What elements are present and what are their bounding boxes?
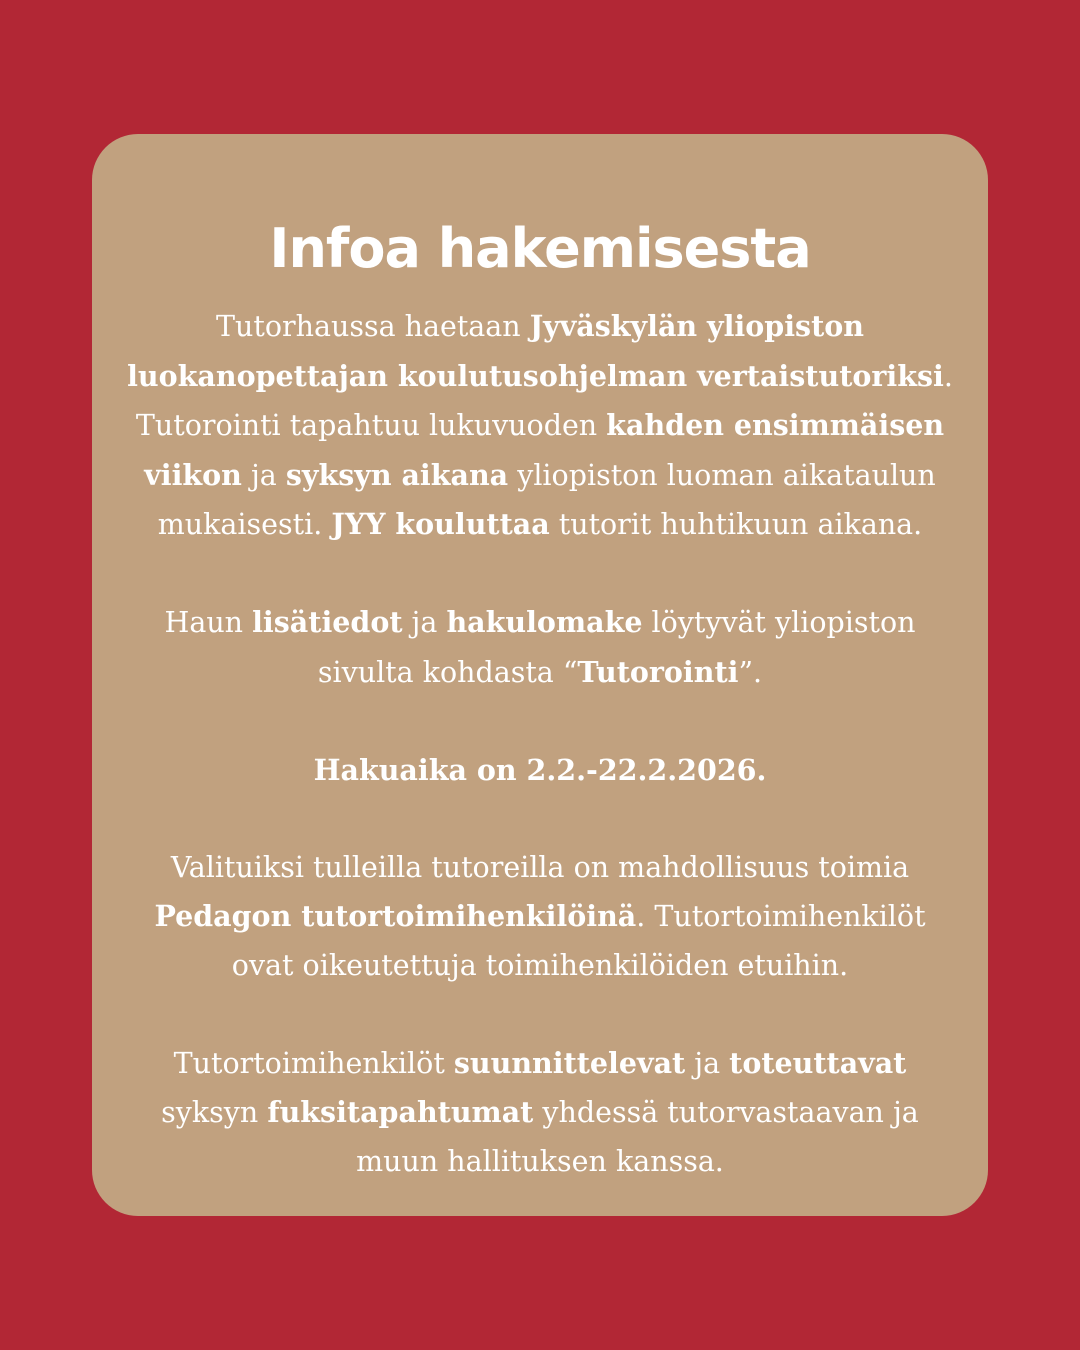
bold-text: suunnittelevat bbox=[453, 1045, 686, 1080]
paragraph-gap bbox=[92, 550, 988, 599]
paragraph-3 bbox=[92, 746, 988, 796]
text-line bbox=[92, 500, 988, 550]
text-segment: yhdessä tutorvastaavan ja bbox=[533, 1096, 919, 1129]
text-line bbox=[92, 598, 988, 648]
text-segment: Haun bbox=[164, 606, 253, 639]
paragraph-gap bbox=[92, 990, 988, 1039]
text-segment: mukaisesti. bbox=[157, 508, 332, 541]
text-segment: ovat oikeutettuja toimihenkilöiden etuihin. bbox=[231, 948, 849, 982]
paragraph-gap bbox=[92, 697, 988, 746]
info-body bbox=[92, 302, 988, 1186]
text-line bbox=[92, 1138, 988, 1187]
text-segment: Tutorhaussa haetaan bbox=[216, 310, 530, 343]
text-segment: Tutorointi tapahtuu lukuvuoden bbox=[135, 409, 607, 442]
bold-text: Hakuaika on 2.2.-22.2.2026. bbox=[313, 752, 767, 787]
info-card bbox=[92, 134, 988, 1216]
bold-text: JYY kouluttaa bbox=[331, 507, 550, 541]
text-segment: ja bbox=[685, 1046, 730, 1080]
page-title: Infoa hakemisesta bbox=[269, 217, 811, 280]
bold-text: luokanopettajan koulutusohjelman vertaistutoriksi bbox=[127, 358, 944, 393]
text-segment: . bbox=[943, 359, 953, 393]
text-segment: sivulta kohdasta “ bbox=[317, 655, 578, 689]
text-line bbox=[92, 401, 988, 451]
bold-text: toteuttavat bbox=[729, 1045, 907, 1080]
bold-text: Tutorointi bbox=[577, 654, 739, 689]
text-line bbox=[92, 451, 988, 501]
bold-text: viikon bbox=[144, 457, 242, 492]
text-line bbox=[92, 1039, 988, 1089]
bold-text: Jyväskylän yliopiston bbox=[529, 309, 864, 343]
text-segment: Tutortoimihenkilöt bbox=[173, 1046, 454, 1080]
text-line bbox=[92, 1088, 988, 1138]
paragraph-5 bbox=[92, 1039, 988, 1187]
text-segment: syksyn bbox=[161, 1096, 268, 1129]
text-segment: Valituiksi tulleilla tutoreilla on mahdollisuus toimia bbox=[170, 850, 910, 884]
text-line bbox=[92, 892, 988, 942]
text-segment: ”. bbox=[738, 655, 763, 689]
paragraph-2 bbox=[92, 598, 988, 697]
text-line bbox=[92, 942, 988, 991]
bold-text: hakulomake bbox=[446, 605, 643, 639]
text-segment: ja bbox=[402, 606, 447, 639]
text-line bbox=[92, 844, 988, 893]
bold-text: syksyn aikana bbox=[285, 457, 509, 492]
text-segment: ja bbox=[241, 458, 286, 492]
bold-text: lisätiedot bbox=[252, 605, 403, 639]
text-line bbox=[92, 648, 988, 698]
text-line bbox=[92, 746, 988, 796]
text-segment: yliopiston luoman aikataulun bbox=[508, 458, 936, 492]
text-segment: . Tutortoimihenkilöt bbox=[636, 900, 926, 933]
paragraph-gap bbox=[92, 795, 988, 844]
bold-text: Pedagon tutortoimihenkilöinä bbox=[154, 899, 637, 933]
text-segment: muun hallituksen kanssa. bbox=[356, 1144, 724, 1178]
bold-text: fuksitapahtumat bbox=[267, 1095, 534, 1129]
paragraph-4 bbox=[92, 844, 988, 991]
text-line bbox=[92, 352, 988, 402]
paragraph-1 bbox=[92, 302, 988, 550]
text-segment: löytyvät yliopiston bbox=[642, 606, 916, 639]
bold-text: kahden ensimmäisen bbox=[606, 408, 945, 442]
text-line bbox=[92, 302, 988, 352]
text-segment: tutorit huhtikuun aikana. bbox=[549, 508, 923, 541]
